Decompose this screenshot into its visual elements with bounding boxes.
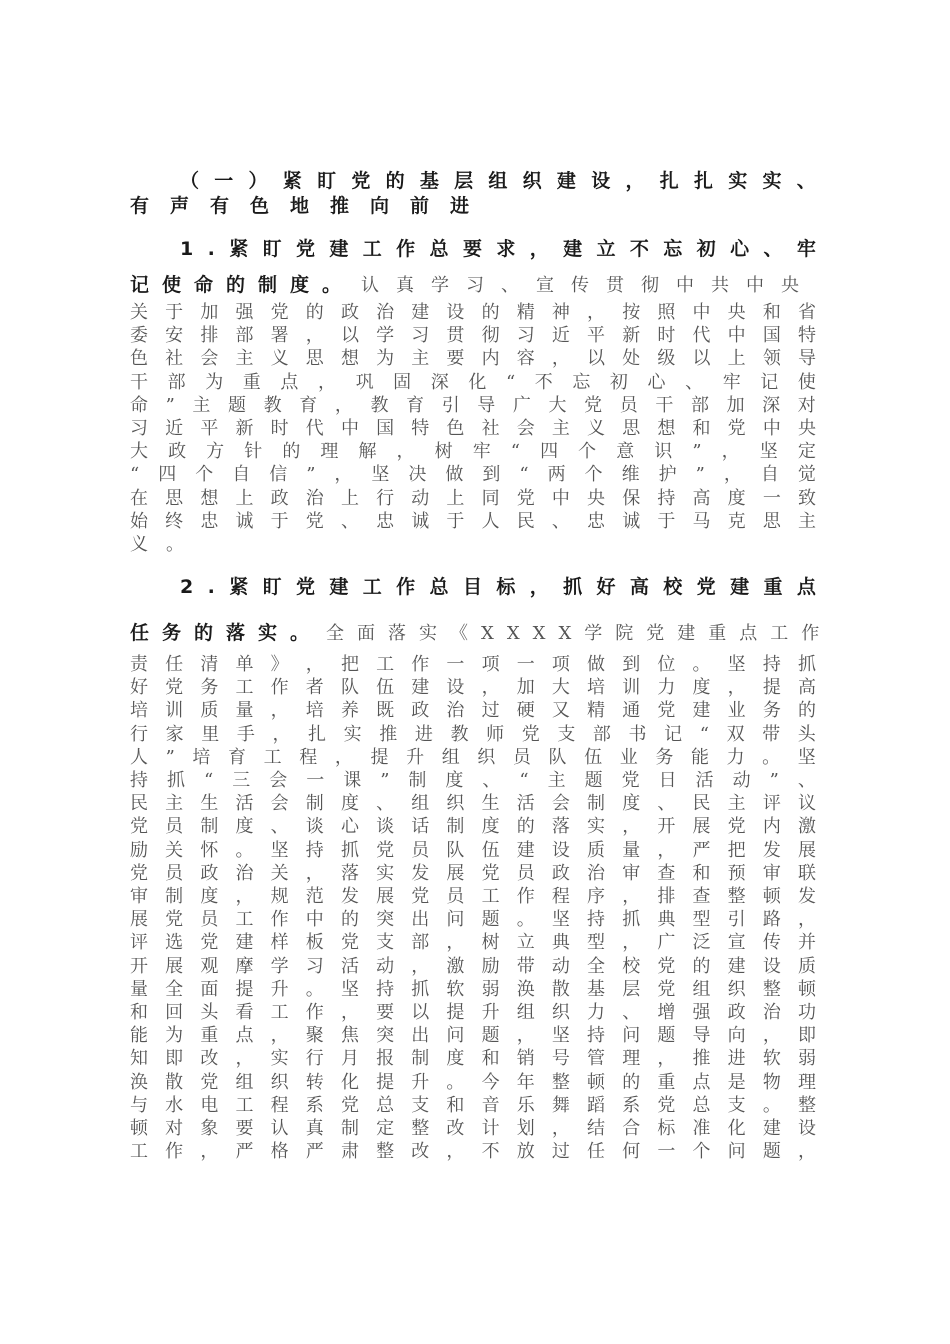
item2-text-line: 知 即 改 ， 实 行 月 报 制 度 和 销 号 管 理 ， 推 进 软 弱 (130, 1048, 816, 1070)
item1-text-line: 关 于 加 强 党 的 政 治 建 设 的 精 神 ， 按 照 中 央 和 省 (130, 302, 816, 323)
item1-text-line: “ 四 个 自 信 ” ， 坚 决 做 到 “ 两 个 维 护 ” ， 自 觉 (130, 464, 816, 486)
item2-text-line: 开 展 观 摩 学 习 活 动 ， 激 励 带 动 全 校 党 的 建 设 质 (130, 955, 816, 977)
item2-heading-line-1: 2 . 紧 盯 党 建 工 作 总 目 标 ， 抓 好 高 校 党 建 重 点 (180, 576, 816, 598)
item2-heading-line-2 (130, 622, 833, 644)
item2-text-line: 民 主 生 活 会 制 度 、 组 织 生 活 会 制 度 、 民 主 评 议 (130, 793, 816, 815)
item2-text-line: 行 家 里 手 ， 扎 实 推 进 教 师 党 支 部 书 记 “ 双 带 头 (130, 723, 816, 745)
item2-text-line: 能 为 重 点 ， 聚 焦 突 出 问 题 ， 坚 持 问 题 导 向 ， 即 (130, 1025, 816, 1047)
item2-heading-lead: 任务的落实。 (130, 622, 323, 644)
item2-text-line: 人 ” 培 育 工 程 ， 提 升 组 织 员 队 伍 业 务 能 力 。 坚 (130, 746, 816, 768)
item2-text-line: 党 员 制 度 、 谈 心 谈 话 制 度 的 落 实 ， 开 展 党 内 激 (130, 816, 816, 838)
item1-text-line: 干 部 为 重 点 ， 巩 固 深 化 “ 不 忘 初 心 、 牢 记 使 (130, 371, 816, 393)
item1-text-rest: 认真学习、宣传贯彻中共中央 (361, 275, 816, 296)
section-title-line-1: （ 一 ） 紧 盯 党 的 基 层 组 织 建 设 ， 扎 扎 实 实 、 (180, 170, 816, 192)
item1-text-line: 习 近 平 新 时 代 中 国 特 色 社 会 主 义 思 想 和 党 中 央 (130, 418, 816, 439)
item2-text-line: 涣 散 党 组 织 转 化 提 升 。 今 年 整 顿 的 重 点 是 物 理 (130, 1071, 816, 1093)
item2-text-line: 展 党 员 工 作 中 的 突 出 问 题 。 坚 持 抓 典 型 引 路 ， (130, 909, 816, 931)
item2-text-line: 工 作 ， 严 格 严 肃 整 改 ， 不 放 过 任 何 一 个 问 题 ， (130, 1141, 816, 1163)
item1-heading-lead: 记使命的制度。 (130, 274, 355, 296)
item2-text-line: 持 抓 “ 三 会 一 课 ” 制 度 、 “ 主 题 党 日 活 动 ” 、 (130, 770, 816, 791)
item1-heading-line-1: 1 . 紧 盯 党 建 工 作 总 要 求 ， 建 立 不 忘 初 心 、 牢 (180, 238, 816, 260)
item1-heading-line-2 (130, 276, 816, 295)
item2-text-line: 和 回 头 看 工 作 ， 要 以 提 升 组 织 力 、 增 强 政 治 功 (130, 1002, 816, 1023)
item2-text-line: 与 水 电 工 程 系 党 总 支 和 音 乐 舞 蹈 系 党 总 支 。 整 (130, 1094, 816, 1116)
item2-text-rest: 全面落实《XXXX学院党建重点工作 (326, 623, 833, 644)
item1-text-line: 委 安 排 部 署 ， 以 学 习 贯 彻 习 近 平 新 时 代 中 国 特 (130, 325, 816, 347)
item2-text-line: 党 员 政 治 关 ， 落 实 发 展 党 员 政 治 审 查 和 预 审 联 (130, 862, 816, 884)
item1-text-line: 命 ” 主 题 教 育 ， 教 育 引 导 广 大 党 员 干 部 加 深 对 (130, 394, 816, 416)
item2-text-line: 审 制 度 ， 规 范 发 展 党 员 工 作 程 序 ， 排 查 整 顿 发 (130, 886, 816, 907)
item2-text-line: 培 训 质 量 ， 培 养 既 政 治 过 硬 又 精 通 党 建 业 务 的 (130, 700, 816, 722)
item1-text-line: 大 政 方 针 的 理 解 ， 树 牢 “ 四 个 意 识 ” ， 坚 定 (130, 441, 816, 463)
item2-text-line: 好 党 务 工 作 者 队 伍 建 设 ， 加 大 培 训 力 度 ， 提 高 (130, 677, 816, 699)
item2-text-line: 顿 对 象 要 认 真 制 定 整 改 计 划 ， 结 合 标 准 化 建 设 (130, 1118, 816, 1139)
item2-text-line: 责 任 清 单 》 ， 把 工 作 一 项 一 项 做 到 位 。 坚 持 抓 (130, 654, 816, 675)
item2-text-line: 量 全 面 提 升 。 坚 持 抓 软 弱 涣 散 基 层 党 组 织 整 顿 (130, 978, 816, 1000)
item1-text-line: 在 思 想 上 政 治 上 行 动 上 同 党 中 央 保 持 高 度 一 致 (130, 487, 816, 509)
item2-text-line: 励 关 怀 。 坚 持 抓 党 员 队 伍 建 设 质 量 ， 严 把 发 展 (130, 839, 816, 861)
item1-text-line: 义。 (130, 534, 202, 555)
item1-text-line: 色 社 会 主 义 思 想 为 主 要 内 容 ， 以 处 级 以 上 领 导 (130, 348, 816, 370)
item1-text-line: 始 终 忠 诚 于 党 、 忠 诚 于 人 民 、 忠 诚 于 马 克 思 主 (130, 510, 816, 532)
section-title-line-2: 有声有色地推向前进 (130, 195, 491, 217)
item2-text-line: 评 选 党 建 样 板 党 支 部 ， 树 立 典 型 ， 广 泛 宣 传 并 (130, 932, 816, 954)
